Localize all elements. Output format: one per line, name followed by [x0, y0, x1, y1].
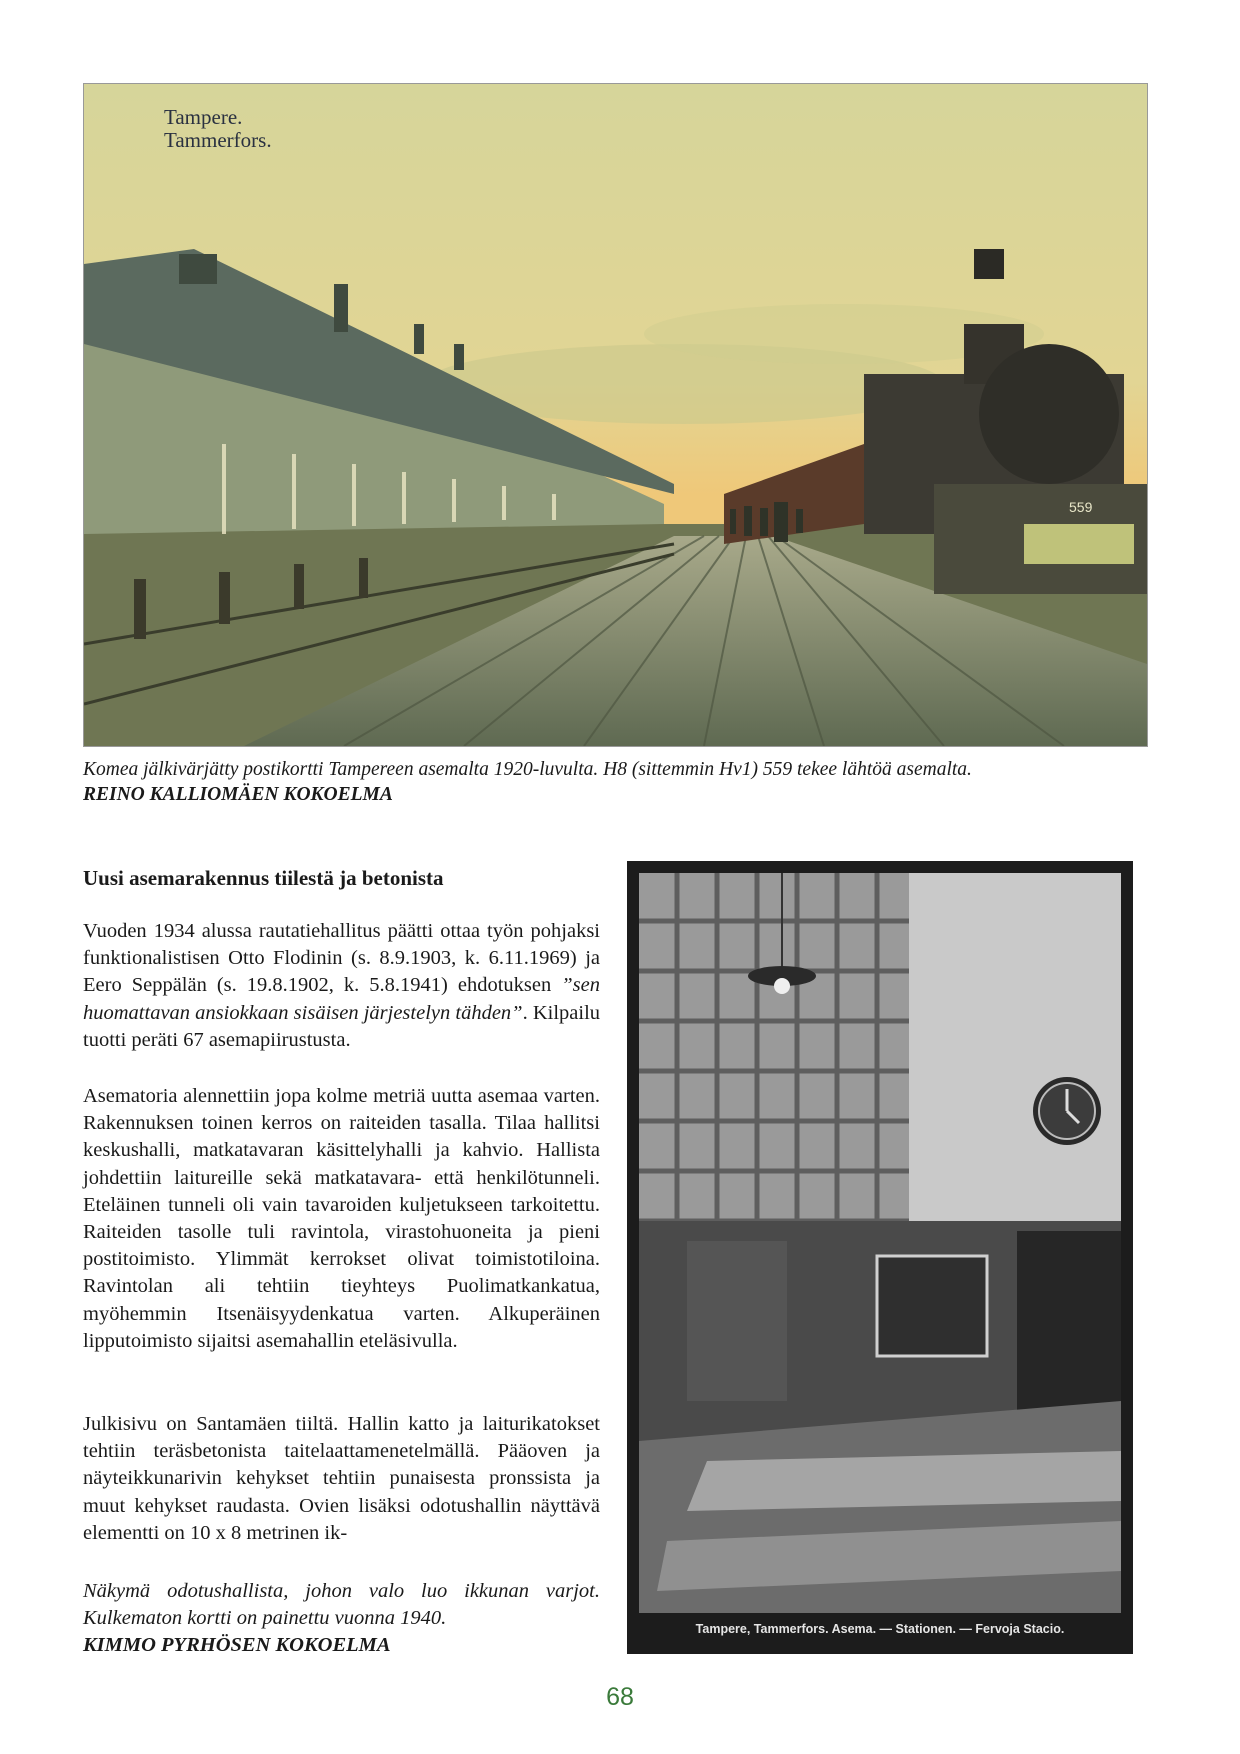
page-number: 68: [606, 1683, 634, 1711]
bottom-photo-credit: KIMMO PYRHÖSEN KOKOELMA: [83, 1634, 391, 1657]
postcard-imprint-line2: Tammerfors.: [164, 128, 272, 152]
top-photo-credit: REINO KALLIOMÄEN KOKOELMA: [83, 784, 393, 805]
paragraph-1-end: . Kilpailu tuotti peräti 67 asemapiirustusta.: [83, 1001, 601, 1051]
section-heading: Uusi asemarakennus tiilestä ja betonista: [83, 866, 444, 890]
paragraph-1-quote: ”sen huomattavan ansiokkaan sisäisen järjestelyn tähden”: [83, 974, 600, 1024]
postcard-imprint-line1: Tampere.: [164, 105, 243, 129]
postcard-photo-tampere-station: [83, 83, 1148, 747]
paragraph-1: [83, 918, 600, 1054]
top-photo-caption-text: Komea jälkivärjätty postikortti Tampereen asemalta 1920-luvulta. H8 (sittemmin Hv1) 559 tekee lähtöä asemalta.: [83, 759, 972, 780]
bottom-photo-caption: [83, 1578, 600, 1660]
paragraph-1-text: Vuoden 1934 alussa rautatiehallitus päätti ottaa työn pohjaksi funktionalistisen Otto Flodinin (s. 8.9.1903, k. 6.11.1969) ja Eero Seppälän (s. 19.8.1902, k. 5.8.1941) ehdotuksen: [83, 920, 600, 997]
bottom-photo-caption-text: Näkymä odotushallista, johon valo luo ikkunan varjot. Kulkematon kortti on painettu vuonna 1940.: [83, 1580, 600, 1630]
postcard-photo-waiting-hall: [627, 861, 1133, 1654]
paragraph-3: Julkisivu on Santamäen tiiltä. Hallin katto ja laiturikatokset tehtiin teräsbetonista taitelaattamenetelmällä. Pääoven ja näyteikkunarivin kehykset tehtiin punaisesta pronssista ja muut kehykset raudasta. Ovien lisäksi odotushallin näyttävä elementti on 10 x 8 metrinen ik-: [83, 1413, 600, 1544]
locomotive-number-plate: 559: [1069, 499, 1093, 515]
top-photo-caption: [83, 757, 1146, 807]
postcard-imprint-text: Tampere, Tammerfors. Asema. — Stationen. — Fervoja Stacio.: [695, 1622, 1065, 1636]
paragraph-2: Asematoria alennettiin jopa kolme metriä uutta asemaa varten. Rakennuksen toinen kerros on raiteiden tasalla. Tilaa hallitsi keskushalli, matkatavaran käsittelyhalli ja kahvio. Hallista johdettiin laitureille sekä matkatavara- että henkilötunneli. Eteläinen tunneli oli vain tavaroiden kuljetukseen tarkoitettu. Raiteiden tasolle tuli ravintola, virastohuoneita ja pieni postitoimisto. Ylimmät kerrokset olivat toimistotiloina. Ravintolan ali tehtiin tieyhteys Puolimatkankatua, myöhemmin Itsenäisyydenkatua varten. Alkuperäinen lipputoimisto sijaitsi asemahallin eteläsivulla.: [83, 1085, 600, 1352]
